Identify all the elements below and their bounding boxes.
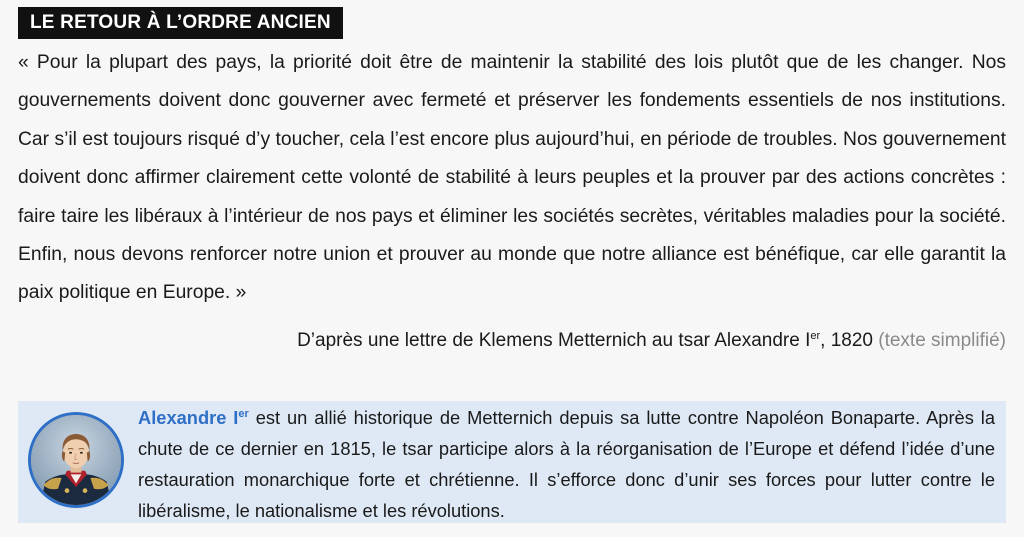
bio-name <box>138 407 249 428</box>
bio-body: est un allié historique de Metternich depuis sa lutte contre Napoléon Bonaparte. Après la chute de ce dernier en 1815, le tsar participe alors à la réorganisation de l’Europe et défend l’idée d’une restauration monarchique forte et chrétienne. Il s’efforce donc d’unir ses forces pour lutter contre le libéralisme, le nationalisme et les révolutions. <box>138 407 995 521</box>
source-citation <box>297 324 1006 358</box>
biography-panel <box>18 401 1006 523</box>
source-date: , 1820 <box>820 330 879 351</box>
bio-name-superscript: er <box>238 408 249 420</box>
source-superscript: er <box>810 330 821 342</box>
bio-name-text: Alexandre I <box>138 407 239 428</box>
source-note: (texte simplifié) <box>878 330 1006 351</box>
section-title: LE RETOUR À L’ORDRE ANCIEN <box>18 7 343 39</box>
source-text: D’après une lettre de Klemens Metternich au tsar Alexandre I <box>297 330 811 351</box>
biography-text <box>138 402 995 526</box>
portrait-icon <box>28 412 124 508</box>
quote-text: « Pour la plupart des pays, la priorité doit être de maintenir la stabilité des lois plutôt que de les changer. Nos gouvernements doivent donc gouverner avec fermeté et préserver les fondements essentiels de nos institutions. Car s’il est toujours risqué d’y toucher, cela l’est encore plus aujourd’hui, en période de troubles. Nos gouvernement doivent donc affirmer clairement cette volonté de stabilité à leurs peuples et la prouver par des actions concrètes : faire taire les libéraux à l’intérieur de nos pays et éliminer les sociétés secrètes, véritables maladies pour la société. Enfin, nous devons renforcer notre union et prouver au monde que notre alliance est bénéfique, car elle garantit la paix politique en Europe. » <box>18 52 1006 304</box>
